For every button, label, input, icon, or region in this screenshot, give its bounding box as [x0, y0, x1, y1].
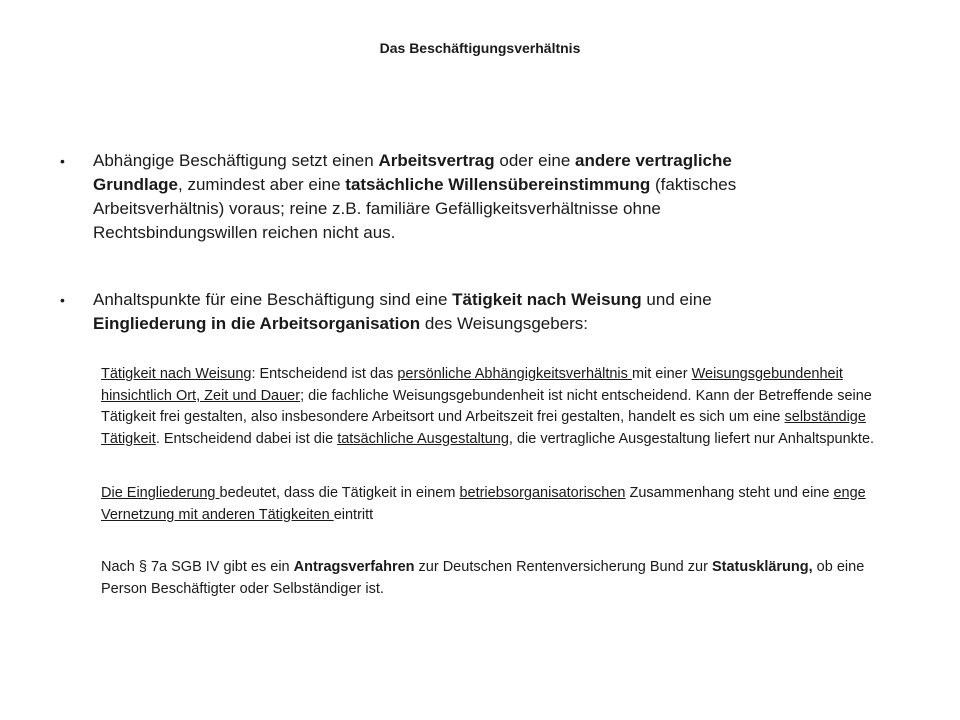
underlined-term: persönliche Abhängigkeitsverhältnis — [397, 366, 632, 382]
bullet-marker: • — [60, 153, 65, 169]
bold-term: andere vertragliche Grundlage — [93, 151, 732, 194]
text-run: (faktisches Arbeitsverhältnis) voraus; reine z.B. familiäre Gefälligkeitsverhältnisse ohne Rechtsbindungswillen reichen nicht aus. — [93, 175, 737, 242]
text-run: des Weisungsgebers: — [420, 314, 589, 333]
underlined-term: tatsächliche Ausgestaltung — [337, 430, 509, 447]
underlined-term: enge Vernetzung mit anderen Tätigkeiten — [101, 485, 866, 523]
text-run: ; die fachliche Weisungsgebundenheit ist nicht entscheidend. Kann der Betreffende seine Tätigkeit frei gestalten, also insbesondere Arbeitsort und Arbeitszeit frei gestalten, handelt es sich um eine — [101, 387, 872, 425]
page-title: Das Beschäftigungsverhältnis — [379, 40, 581, 56]
bullet-abhaengige-beschaeftigung — [60, 149, 820, 245]
text-run: Anhaltspunkte für eine Beschäftigung sind eine — [93, 290, 453, 309]
text-run: bedeutet, dass die Tätigkeit in einem — [219, 485, 460, 501]
bold-term: Tätigkeit nach Weisung — [452, 290, 642, 309]
bullet-text — [93, 149, 820, 245]
text-run: , zumindest aber eine — [178, 175, 346, 194]
paragraph-eingliederung — [101, 483, 901, 526]
bold-term: Antragsverfahren — [293, 559, 415, 575]
text-run: mit einer — [631, 366, 692, 382]
text-run: Zusammenhang steht und eine — [625, 485, 834, 501]
text-run: Abhängige Beschäftigung setzt einen — [93, 151, 379, 170]
bullet-marker: • — [60, 292, 65, 308]
bold-term: tatsächliche Willensübereinstimmung — [345, 175, 651, 194]
text-run: und eine — [641, 290, 712, 309]
underlined-term: Die Eingliederung — [101, 485, 220, 501]
underlined-term: Weisungsgebundenheit hinsichtlich Ort, Zeit und Dauer — [101, 366, 843, 404]
paragraph-antragsverfahren — [101, 557, 901, 600]
text-run: Nach § 7a SGB IV gibt es ein — [101, 559, 294, 575]
text-run: zur Deutschen Rentenversicherung Bund zur — [414, 559, 712, 575]
text-run: oder eine — [494, 151, 575, 170]
bullet-text — [93, 288, 820, 336]
underlined-term: selbständige Tätigkeit — [101, 409, 866, 447]
text-run: , die vertragliche Ausgestaltung liefert nur Anhaltspunkte. — [508, 430, 875, 447]
text-run: . Entscheidend dabei ist die — [155, 430, 338, 447]
text-run: ob eine Person Beschäftigter oder Selbständiger ist. — [101, 559, 865, 597]
underlined-term: Tätigkeit nach Weisung — [101, 366, 252, 382]
underlined-term: betriebsorganisatorischen — [459, 485, 626, 501]
text-run: eintritt — [333, 506, 374, 523]
bullet-anhaltspunkte — [60, 288, 820, 336]
bold-term: Arbeitsvertrag — [378, 151, 495, 170]
bold-term: Eingliederung in die Arbeitsorganisation — [93, 314, 421, 333]
paragraph-taetigkeit-nach-weisung — [101, 364, 901, 450]
text-run: : Entscheidend ist das — [251, 366, 398, 382]
bold-term: Statusklärung, — [711, 559, 813, 575]
